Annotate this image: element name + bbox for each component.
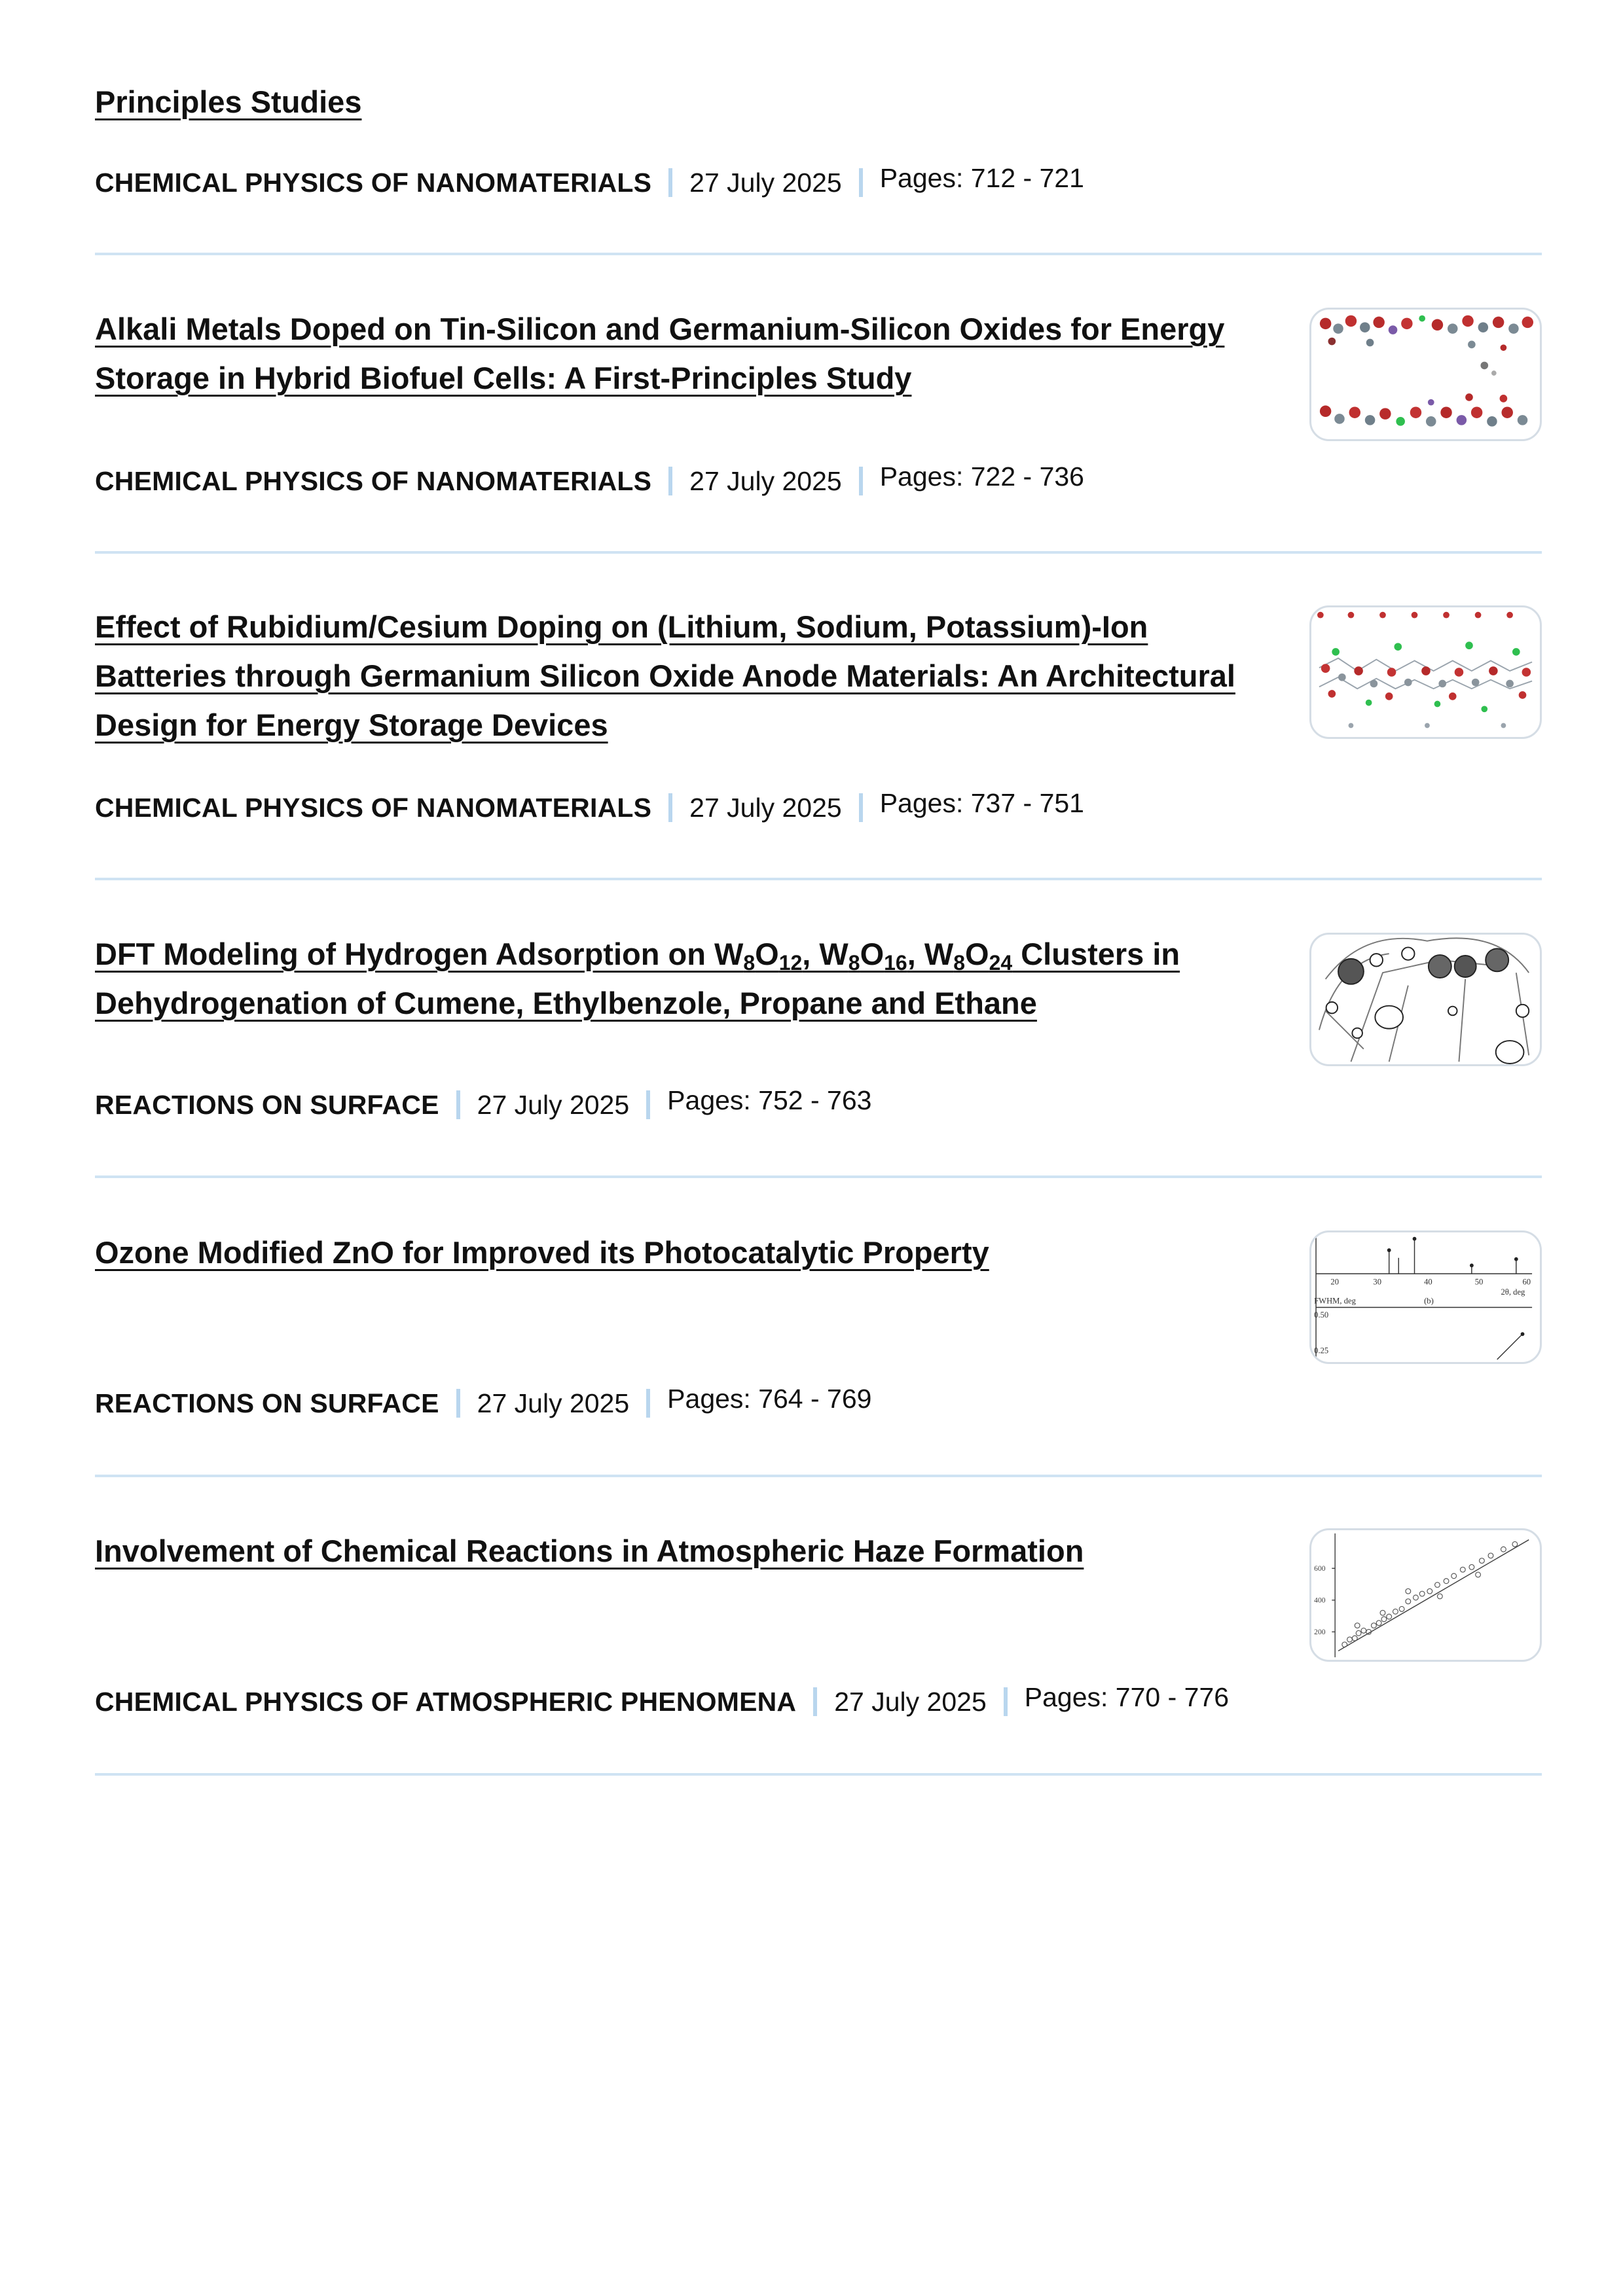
article-title <box>95 304 1247 403</box>
journal-section-link[interactable]: CHEMICAL PHYSICS OF NANOMATERIALS <box>95 466 652 496</box>
meta-separator <box>456 1090 460 1119</box>
article-title-link[interactable]: Alkali Metals Doped on Tin-Silicon and Germanium-Silicon Oxides for Energy Storage in Hybrid Biofuel Cells: A First-Principles Study <box>95 312 1225 395</box>
publication-date: 27 July 2025 <box>689 168 842 198</box>
publication-date: 27 July 2025 <box>477 1388 630 1418</box>
page-range: Pages: 737 - 751 <box>879 788 1084 818</box>
publication-date: 27 July 2025 <box>834 1687 987 1717</box>
page-range: Pages: 712 - 721 <box>879 163 1084 193</box>
axis-label: 2θ, deg <box>1501 1287 1525 1297</box>
meta-separator <box>859 467 863 495</box>
article-divider <box>95 1475 1542 1477</box>
journal-section-link[interactable]: REACTIONS ON SURFACE <box>95 1090 439 1120</box>
xrd-pattern-image <box>1311 1232 1540 1362</box>
article-title <box>95 77 1247 126</box>
article-title-link[interactable]: Effect of Rubidium/Cesium Doping on (Lithium, Sodium, Potassium)-Ion Batteries through Germanium Silicon Oxide Anode Materials: An Architectural Design for Energy Storage Devices <box>95 609 1235 742</box>
article-divider <box>95 253 1542 255</box>
meta-separator <box>1004 1687 1008 1716</box>
article-title <box>95 1526 1247 1575</box>
journal-section-link[interactable]: CHEMICAL PHYSICS OF ATMOSPHERIC PHENOMENA <box>95 1687 797 1717</box>
article-thumbnail[interactable] <box>1309 1528 1542 1662</box>
meta-separator <box>646 1090 650 1119</box>
meta-separator <box>456 1389 460 1418</box>
article-thumbnail[interactable] <box>1309 1230 1542 1364</box>
journal-section-link[interactable]: CHEMICAL PHYSICS OF NANOMATERIALS <box>95 793 652 823</box>
panel-label: (b) <box>1424 1296 1434 1306</box>
article-meta <box>95 1384 872 1419</box>
article-thumbnail[interactable] <box>1309 605 1542 739</box>
crystal-lattice-image <box>1311 607 1540 737</box>
article-title-link[interactable]: DFT Modeling of Hydrogen Adsorption on $W_8O_{12}$, $W_8O_{16}$, $W_8O_{24}$ Clusters in Dehydrogenation of Cumene, Ethylbenzole, Propane and Ethane <box>95 937 1180 1020</box>
article-meta <box>95 1682 1230 1717</box>
page-range: Pages: 764 - 769 <box>667 1384 872 1414</box>
journal-section-link[interactable]: CHEMICAL PHYSICS OF NANOMATERIALS <box>95 168 652 198</box>
journal-section-link[interactable]: REACTIONS ON SURFACE <box>95 1388 439 1418</box>
article-divider <box>95 551 1542 554</box>
meta-separator <box>859 168 863 197</box>
article-meta <box>95 1085 872 1121</box>
axis-label: FWHM, deg <box>1314 1296 1356 1306</box>
article-meta <box>95 788 1084 823</box>
meta-separator <box>646 1389 650 1418</box>
axis-tick-label: 400 <box>1314 1596 1326 1605</box>
cluster-model-image <box>1311 935 1540 1064</box>
article-thumbnail[interactable] <box>1309 308 1542 441</box>
page-range: Pages: 722 - 736 <box>879 461 1084 492</box>
article-title-link[interactable]: Involvement of Chemical Reactions in Atmospheric Haze Formation <box>95 1534 1084 1568</box>
meta-separator <box>859 793 863 822</box>
axis-tick-label: 60 <box>1522 1277 1531 1287</box>
meta-separator <box>668 467 672 495</box>
article-title <box>95 1228 1247 1277</box>
article-title <box>95 602 1247 749</box>
article-thumbnail[interactable] <box>1309 933 1542 1066</box>
article-divider <box>95 878 1542 880</box>
axis-tick-label: 200 <box>1314 1628 1326 1637</box>
article-meta <box>95 461 1084 497</box>
axis-tick-label: 40 <box>1424 1277 1432 1287</box>
axis-tick-label: 50 <box>1474 1277 1484 1287</box>
publication-date: 27 July 2025 <box>689 793 842 823</box>
page-range: Pages: 770 - 776 <box>1024 1682 1230 1712</box>
article-title-link[interactable]: Ozone Modified ZnO for Improved its Photocatalytic Property <box>95 1235 989 1270</box>
scatter-plot-image <box>1311 1530 1540 1660</box>
page-range: Pages: 752 - 763 <box>667 1085 872 1115</box>
axis-tick-label: 600 <box>1314 1564 1326 1573</box>
article-title <box>95 929 1247 1028</box>
meta-separator <box>668 168 672 197</box>
axis-tick-label: 0.50 <box>1314 1310 1329 1320</box>
axis-tick-label: 20 <box>1330 1277 1340 1287</box>
publication-date: 27 July 2025 <box>689 466 842 496</box>
publication-date: 27 July 2025 <box>477 1090 630 1120</box>
molecular-structure-image <box>1311 310 1540 439</box>
article-title-link[interactable]: Principles Studies <box>95 84 362 119</box>
article-divider <box>95 1773 1542 1776</box>
axis-tick-label: 0.25 <box>1314 1346 1329 1355</box>
axis-tick-label: 30 <box>1373 1277 1382 1287</box>
article-meta <box>95 163 1084 198</box>
meta-separator <box>668 793 672 822</box>
article-divider <box>95 1175 1542 1178</box>
meta-separator <box>813 1687 817 1716</box>
